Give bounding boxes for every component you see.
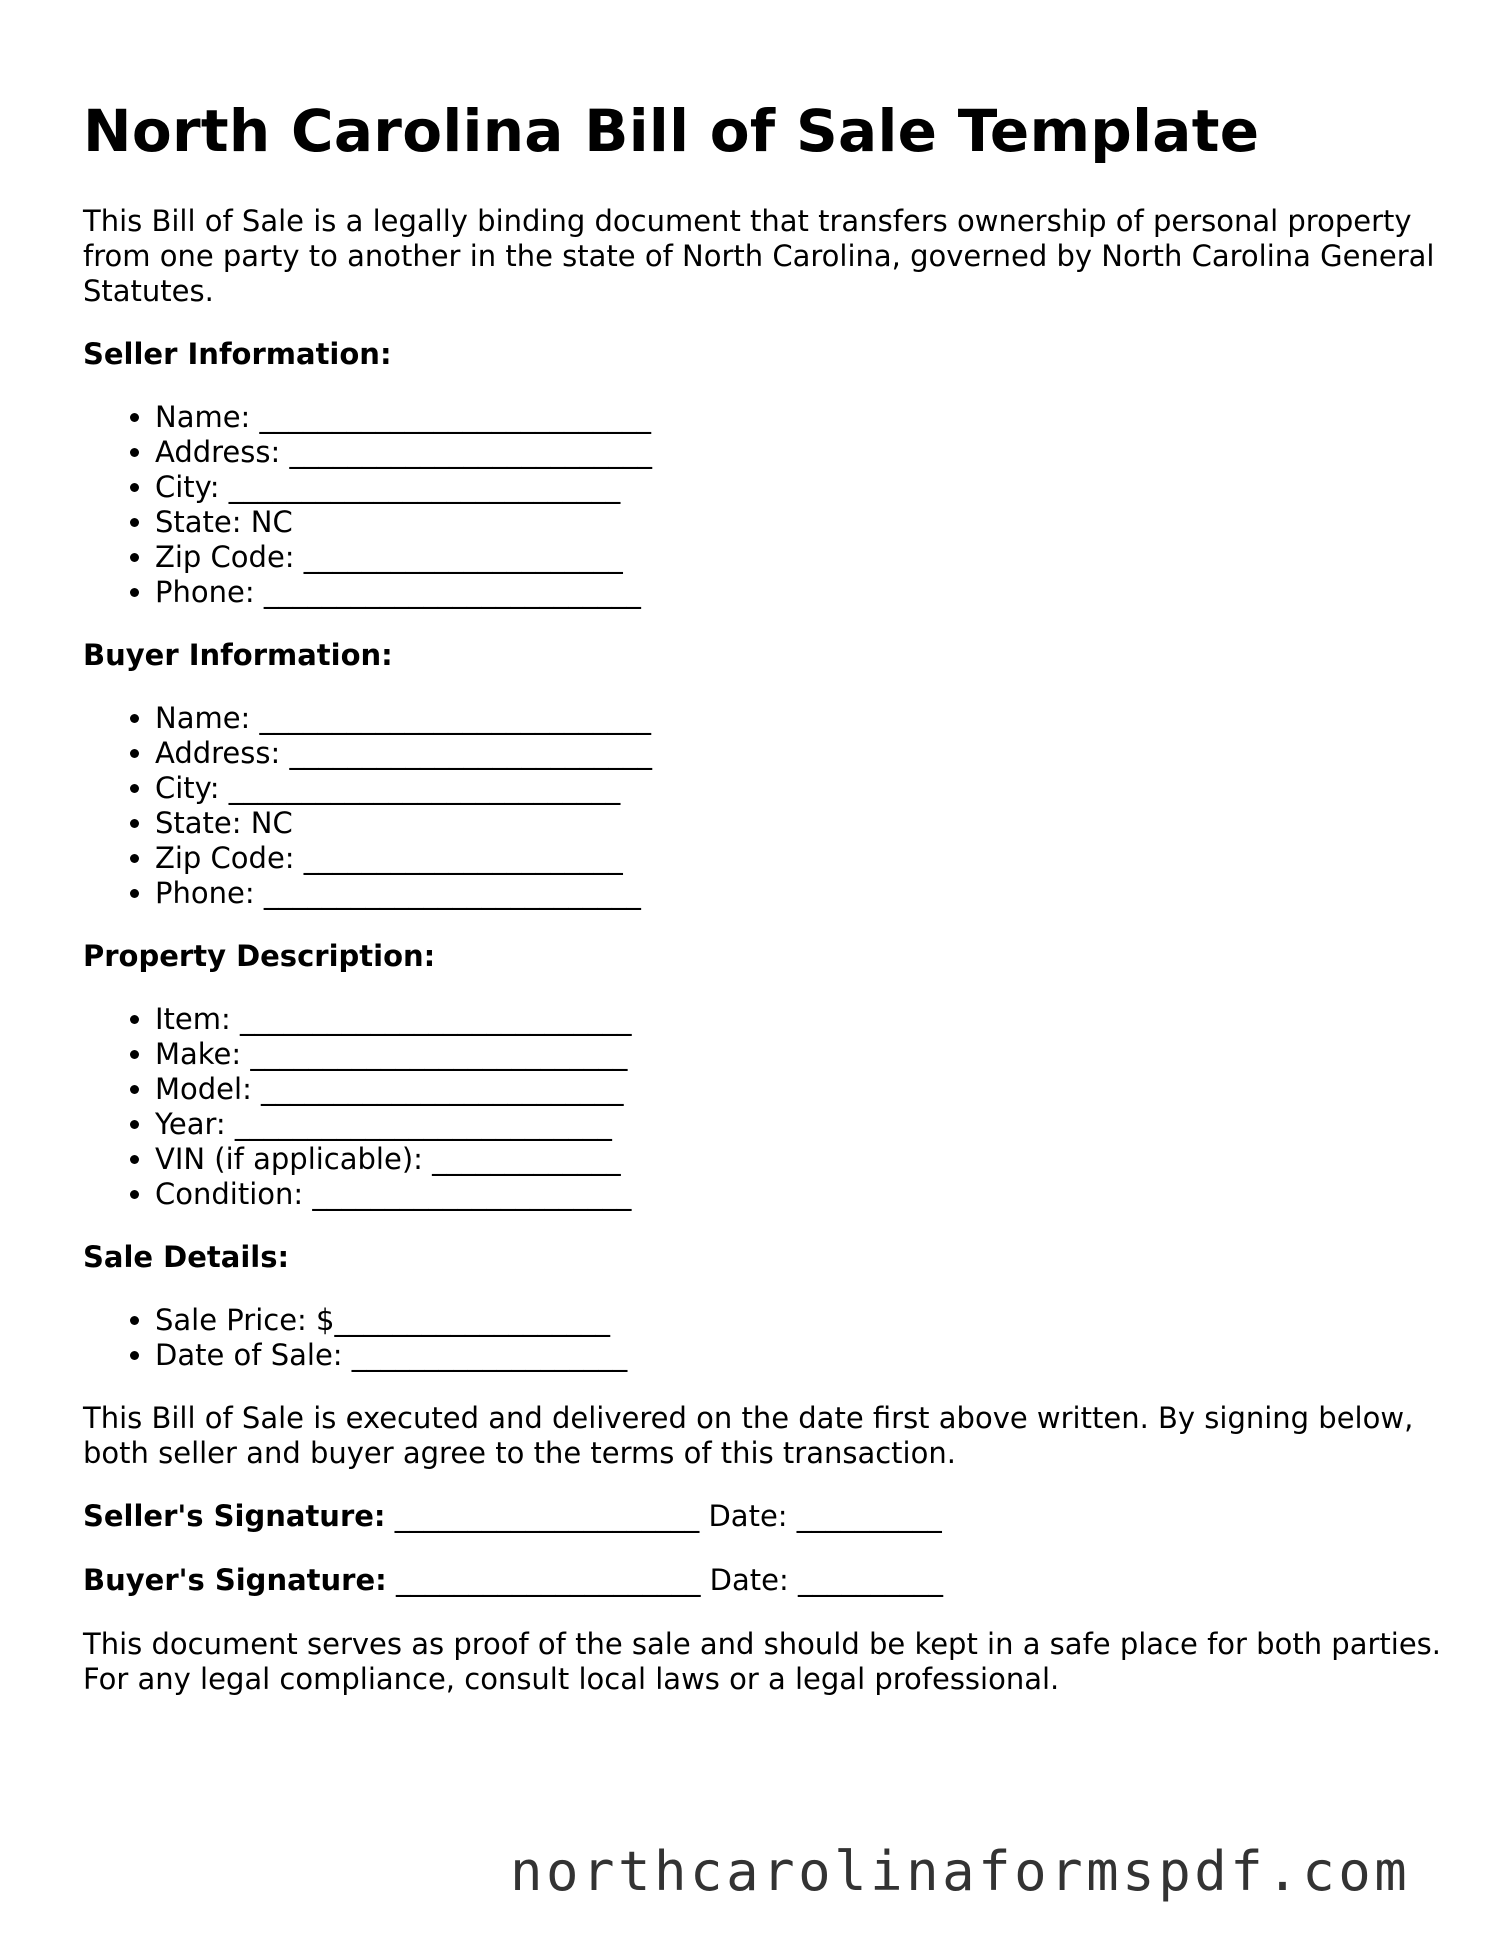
document-page <box>83 97 1443 1697</box>
seller-phone-field: • Phone: __________________________ <box>155 575 1443 610</box>
buyer-phone-field: • Phone: __________________________ <box>155 876 1443 911</box>
buyer-field-list <box>83 701 1443 911</box>
buyer-signature-line <box>83 1563 1443 1598</box>
buyer-city-field: • City: ___________________________ <box>155 771 1443 806</box>
property-item-field: • Item: ___________________________ <box>155 1002 1443 1037</box>
footnote-paragraph: This document serves as proof of the sale and should be kept in a safe place for both parties. For any legal compliance, consult local laws or a legal professional. <box>83 1626 1441 1696</box>
seller-name-field: • Name: ___________________________ <box>155 400 1443 435</box>
buyer-address-field: • Address: _________________________ <box>155 736 1443 771</box>
site-watermark: northcarolinaformspdf.com <box>510 1840 1411 1903</box>
closing-paragraph: This Bill of Sale is executed and delivered on the date first above written. By signing below, both seller and buyer agree to the terms of this transaction. <box>83 1400 1414 1470</box>
buyer-name-field: • Name: ___________________________ <box>155 701 1443 736</box>
seller-field-list <box>83 400 1443 610</box>
seller-state-field: • State: NC <box>155 505 1443 540</box>
property-vin-field: • VIN (if applicable): _____________ <box>155 1142 1443 1177</box>
property-make-field: • Make: __________________________ <box>155 1037 1443 1072</box>
sale-field-list <box>83 1303 1443 1373</box>
property-section-heading: Property Description: <box>83 938 436 973</box>
sale-price-field: • Sale Price: $___________________ <box>155 1303 1443 1338</box>
seller-section-heading: Seller Information: <box>83 336 392 371</box>
seller-signature-blanks: _____________________ Date: __________ <box>385 1498 942 1533</box>
buyer-signature-blanks: _____________________ Date: __________ <box>386 1562 943 1597</box>
property-model-field: • Model: _________________________ <box>155 1072 1443 1107</box>
buyer-zip-field: • Zip Code: ______________________ <box>155 841 1443 876</box>
seller-address-field: • Address: _________________________ <box>155 435 1443 470</box>
seller-city-field: • City: ___________________________ <box>155 470 1443 505</box>
page-title: North Carolina Bill of Sale Template <box>83 97 1260 165</box>
property-year-field: • Year: __________________________ <box>155 1107 1443 1142</box>
intro-paragraph: This Bill of Sale is a legally binding document that transfers ownership of personal property from one party to another in the state of North Carolina, governed by North Carolina General Statutes. <box>83 203 1435 308</box>
seller-signature-label: Seller's Signature: <box>83 1498 386 1533</box>
buyer-signature-label: Buyer's Signature: <box>83 1562 387 1597</box>
property-field-list <box>83 1002 1443 1212</box>
seller-zip-field: • Zip Code: ______________________ <box>155 540 1443 575</box>
property-condition-field: • Condition: ______________________ <box>155 1177 1443 1212</box>
sale-date-field: • Date of Sale: ___________________ <box>155 1338 1443 1373</box>
sale-section-heading: Sale Details: <box>83 1239 290 1274</box>
seller-signature-line <box>83 1499 1443 1534</box>
buyer-state-field: • State: NC <box>155 806 1443 841</box>
buyer-section-heading: Buyer Information: <box>83 637 393 672</box>
